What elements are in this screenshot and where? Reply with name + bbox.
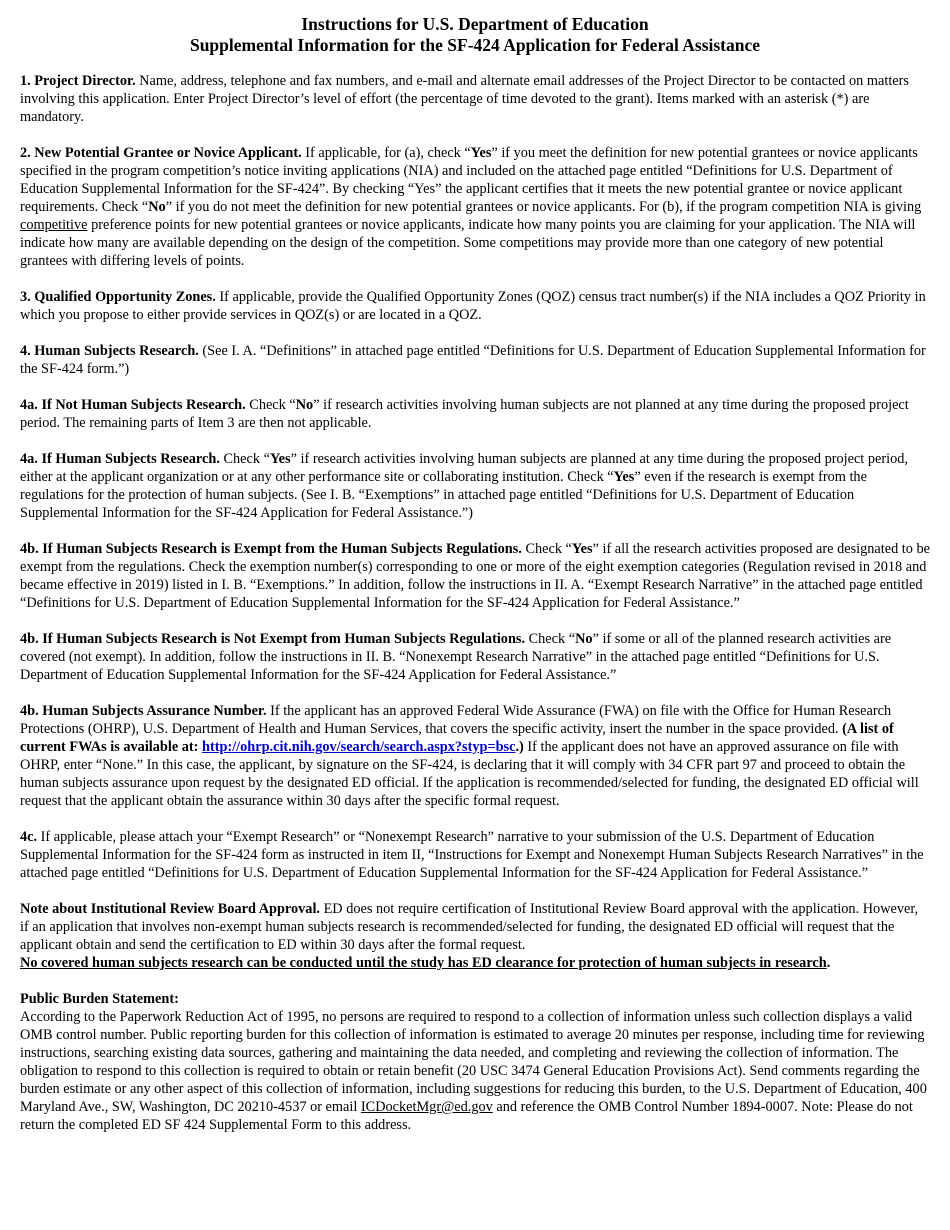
section-4a-not-human-subjects bbox=[20, 396, 930, 432]
section-text: ” if all the research activities proposed are designated to be exempt from the regulations. Check the exemption number(s) corresponding to one or more of the eight exemption categories (Regulation revised in 2018 and became effective in 2019) listed in I. B. “Exemptions.” In addition, follow the instructions in II. A. “Exempt Research Narrative” in the attached page entitled “Definitions for U.S. Department of Education Supplemental Information for the SF-424 Application for Federal Assistance.” bbox=[20, 541, 930, 611]
yes-label: Yes bbox=[571, 541, 593, 557]
section-text: If the applicant has an approved Federal Wide Assurance (FWA) on file with the Office for Human Research Protections (OHRP), U.S. Department of Health and Human Services, that covers the specific activity, insert the number in the space provided. bbox=[20, 703, 892, 737]
section-4a-human-subjects bbox=[20, 450, 930, 522]
competitive-underlined: competitive bbox=[20, 217, 88, 233]
title-line-2: Supplemental Information for the SF-424 Application for Federal Assistance bbox=[189, 35, 761, 55]
section-public-burden bbox=[20, 990, 930, 1134]
section-text: If applicable, provide the Qualified Opportunity Zones (QOZ) census tract number(s) if the NIA includes a QOZ Priority in which you propose to either provide services in QOZ(s) or are located in a QOZ. bbox=[20, 289, 926, 323]
section-text: According to the Paperwork Reduction Act of 1995, no persons are required to respond to a collection of information unless such collection displays a valid OMB control number. Public reporting burden for this collection of information is estimated to average 20 minutes per response, including time for reviewing instructions, searching existing data sources, gathering and maintaining the data needed, and completing and reviewing the collection of information. The obligation to respond to this collection is required to obtain or retain benefit (20 USC 3474 General Education Provisions Act). Send comments regarding the burden estimate or any other aspect of this collection of information, including suggestions for reducing this burden, to the U.S. Department of Education, 400 Maryland Ave., SW, Washington, DC 20210-4537 or email bbox=[20, 1009, 927, 1115]
fwa-list-note-end: .) bbox=[515, 739, 524, 755]
section-text: If applicable, please attach your “Exempt Research” or “Nonexempt Research” narrative to your submission of the U.S. Department of Education Supplemental Information for the SF-424 form as instructed in item II, “Instructions for Exempt and Nonexempt Human Subjects Research Narratives” in the attached page entitled “Definitions for U.S. Department of Education Supplemental Information for the SF-424 Application for Federal Assistance.” bbox=[20, 829, 924, 881]
section-novice-applicant bbox=[20, 144, 930, 270]
section-4b-exempt bbox=[20, 540, 930, 612]
section-4b-assurance-number bbox=[20, 702, 930, 810]
section-text: ” if you do not meet the definition for new potential grantees or novice applicants. For (b), if the program competition NIA is giving bbox=[165, 199, 922, 215]
section-text: ” even if the research is exempt from the regulations for the protection of human subjects. (See I. B. “Exemptions” in attached page entitled “Definitions for U.S. Department of Education Supplemental Information for the SF-424 Application for Federal Assistance.”) bbox=[20, 469, 867, 521]
section-text: Check “ bbox=[521, 541, 572, 557]
section-heading: 4a. If Not Human Subjects Research. bbox=[20, 397, 246, 413]
section-heading: 4b. If Human Subjects Research is Not Exempt from Human Subjects Regulations. bbox=[20, 631, 526, 647]
no-label: No bbox=[148, 199, 166, 215]
section-heading: 4b. If Human Subjects Research is Exempt from the Human Subjects Regulations. bbox=[20, 541, 522, 557]
section-heading: 4c. bbox=[20, 829, 38, 845]
section-text: Check “ bbox=[245, 397, 296, 413]
clearance-warning: No covered human subjects research can be conducted until the study has ED clearance for protection of human subjects in research bbox=[20, 955, 827, 971]
section-text: (See I. A. “Definitions” in attached page entitled “Definitions for U.S. Department of Education Supplemental Information for the SF-424 form.”) bbox=[20, 343, 926, 377]
no-label: No bbox=[575, 631, 593, 647]
section-heading: 3. Qualified Opportunity Zones. bbox=[20, 289, 216, 305]
yes-label: Yes bbox=[613, 469, 635, 485]
section-irb-note bbox=[20, 900, 930, 972]
section-text: and reference the OMB Control Number 1894-0007. Note: Please do not return the completed ED SF 424 Supplemental Form to this address. bbox=[20, 1099, 913, 1133]
section-opportunity-zones bbox=[20, 288, 930, 324]
section-heading: 2. New Potential Grantee or Novice Applicant. bbox=[20, 145, 302, 161]
section-heading: 4. Human Subjects Research. bbox=[20, 343, 199, 359]
section-text: ED does not require certification of Institutional Review Board approval with the application. However, if an application that involves non-exempt human subjects research is recommended/selected for funding, the designated ED official will request that the applicant obtain and send the certification to ED within 30 days after the formal request. bbox=[20, 901, 919, 953]
section-text: Check “ bbox=[525, 631, 576, 647]
section-text: ” if research activities involving human subjects are not planned at any time during the proposed project period. The remaining parts of Item 3 are then not applicable. bbox=[20, 397, 909, 431]
section-human-subjects bbox=[20, 342, 930, 378]
fwa-search-link[interactable]: http://ohrp.cit.nih.gov/search/search.aspx?styp=bsc bbox=[202, 739, 516, 755]
section-heading: 1. Project Director. bbox=[20, 73, 136, 89]
email-address[interactable]: ICDocketMgr@ed.gov bbox=[360, 1099, 493, 1115]
section-text: If the applicant does not have an approved assurance on file with OHRP, enter “None.” In this case, the applicant, by signature on the SF-424, is declaring that it will comply with 34 CFR part 97 and proceed to obtain the human subjects assurance upon request by the designated ED official. If the application is recommended/selected for funding, the designated ED official will request that the applicant obtain the assurance within 30 days after the specific formal request. bbox=[20, 739, 919, 809]
yes-label: Yes bbox=[470, 145, 492, 161]
section-heading: Public Burden Statement: bbox=[20, 991, 179, 1007]
section-text: If applicable, for (a), check “ bbox=[301, 145, 471, 161]
no-label: No bbox=[295, 397, 314, 413]
section-heading: 4a. If Human Subjects Research. bbox=[20, 451, 220, 467]
section-text: Check “ bbox=[219, 451, 270, 467]
section-text: ” if you meet the definition for new potential grantees or novice applicants specified in the program competition’s notice inviting applications (NIA) and included on the attached page entitled “Definitions for U.S. Department of Education Supplemental Information for the SF-424”. By checking “Yes” the applicant certifies that it meets the new potential grantee or novice applicant requirements. Check “ bbox=[20, 145, 918, 215]
section-text: ” if some or all of the planned research activities are covered (not exempt). In addition, follow the instructions in II. B. “Nonexempt Research Narrative” in the attached page entitled “Definitions for U.S. Department of Education Supplemental Information for the SF-424 Application for Federal Assistance.” bbox=[20, 631, 892, 683]
section-project-director bbox=[20, 72, 930, 126]
title-line-1: Instructions for U.S. Department of Education bbox=[301, 14, 649, 34]
section-4c-narrative bbox=[20, 828, 930, 882]
yes-label: Yes bbox=[269, 451, 291, 467]
section-text: ” if research activities involving human subjects are planned at any time during the proposed project period, either at the applicant organization or at any other performance site or collaborating institution. Check “ bbox=[20, 451, 908, 485]
section-4b-not-exempt bbox=[20, 630, 930, 684]
section-heading: Note about Institutional Review Board Approval. bbox=[20, 901, 320, 917]
section-text: Name, address, telephone and fax numbers, and e-mail and alternate email addresses of the Project Director to be contacted on matters involving this application. Enter Project Director’s level of effort (the percentage of time devoted to the grant). Items marked with an asterisk (*) are mandatory. bbox=[20, 73, 909, 125]
section-heading: 4b. Human Subjects Assurance Number. bbox=[20, 703, 267, 719]
section-text: preference points for new potential grantees or novice applicants, indicate how many points you are claiming for your application. The NIA will indicate how many are available depending on the design of the competition. Some competitions may provide more than one category of new potential grantees with differing levels of points. bbox=[20, 217, 916, 269]
document-title bbox=[20, 14, 930, 56]
warning-period: . bbox=[826, 955, 831, 971]
fwa-list-note: (A list of current FWAs is available at: bbox=[20, 721, 894, 755]
